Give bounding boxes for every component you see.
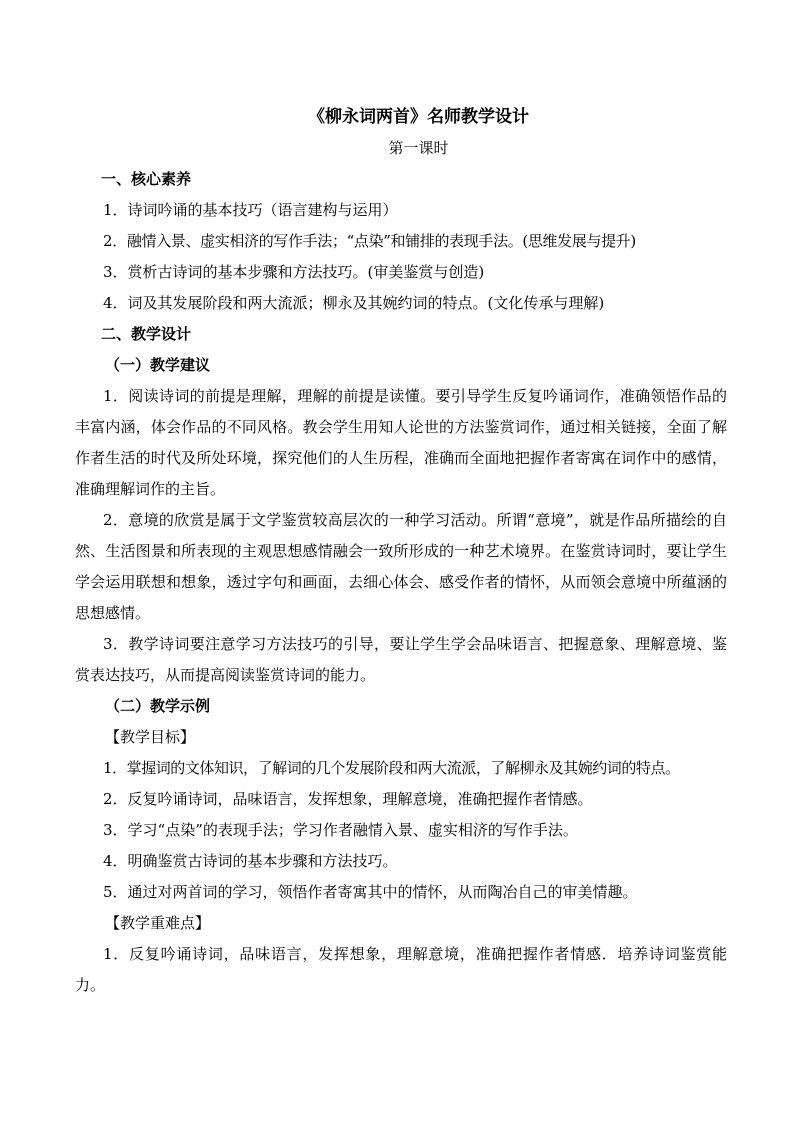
teaching-goals-label: 【教学目标】 [105, 728, 196, 746]
teaching-goal-item: 5．通过对两首词的学习，领悟作者寄寓其中的情怀，从而陶冶自己的审美情趣。 [103, 883, 638, 901]
teaching-goal-item: 3．学习“点染”的表现手法；学习作者融情入景、虚实相济的写作手法。 [103, 821, 578, 839]
teaching-goal-item: 2．反复吟诵诗词，品味语言，发挥想象，理解意境，准确把握作者情感。 [103, 790, 593, 808]
core-literacy-item: 4．词及其发展阶段和两大流派；柳永及其婉约词的特点。(文化传承与理解) [103, 294, 605, 312]
lesson-subtitle: 第一课时 [388, 139, 449, 157]
core-literacy-item: 3．赏析古诗词的基本步骤和方法技巧。(审美鉴赏与创造) [103, 263, 485, 281]
core-literacy-item: 2．融情入景、虚实相济的写作手法；“点染”和铺排的表现手法。(思维发展与提升) [103, 232, 636, 250]
subsection-heading-suggestions: （一）教学建议 [105, 356, 211, 374]
key-point-paragraph: 1．反复吟诵诗词，品味语言，发挥想象，理解意境，准确把握作者情感．培养诗词鉴赏能力。 [75, 945, 727, 994]
suggestion-paragraph: 1．阅读诗词的前提是理解，理解的前提是读懂。要引导学生反复吟诵词作，准确领悟作品的丰富内涵，体会作品的不同风格。教会学生用知人论世的方法鉴赏词作，通过相关链接，全面了解作者生活的时代及所处环境，探究他们的人生历程，准确而全面地把握作者寄寓在词作中的感情，准确理解词作的主旨。 [75, 387, 727, 498]
document-title: 《柳永词两首》名师教学设计 [308, 107, 529, 127]
section-heading-teaching-design: 二、教学设计 [101, 325, 192, 343]
teaching-goal-item: 4．明确鉴赏古诗词的基本步骤和方法技巧。 [103, 852, 398, 870]
teaching-goal-item: 1．掌握词的文体知识，了解词的几个发展阶段和两大流派，了解柳永及其婉约词的特点。 [103, 759, 680, 777]
document-body [75, 102, 727, 1001]
key-points-label: 【教学重难点】 [105, 914, 211, 932]
core-literacy-item: 1．诗词吟诵的基本技巧（语言建构与运用） [103, 201, 398, 219]
suggestion-paragraph: 2．意境的欣赏是属于文学鉴赏较高层次的一种学习活动。所谓“意境”，就是作品所描绘的自然、生活图景和所表现的主观思想感情融会一致所形成的一种艺术境界。在鉴赏诗词时，要让学生学会运用联想和想象，透过字句和画面，去细心体会、感受作者的情怀，从而领会意境中所蕴涵的思想感情。 [75, 511, 727, 622]
section-heading-core-literacy: 一、核心素养 [101, 170, 192, 188]
subsection-heading-example: （二）教学示例 [105, 697, 211, 715]
suggestion-paragraph: 3．教学诗词要注意学习方法技巧的引导，要让学生学会品味语言、把握意象、理解意境、鉴赏表达技巧，从而提高阅读鉴赏诗词的能力。 [75, 635, 727, 684]
